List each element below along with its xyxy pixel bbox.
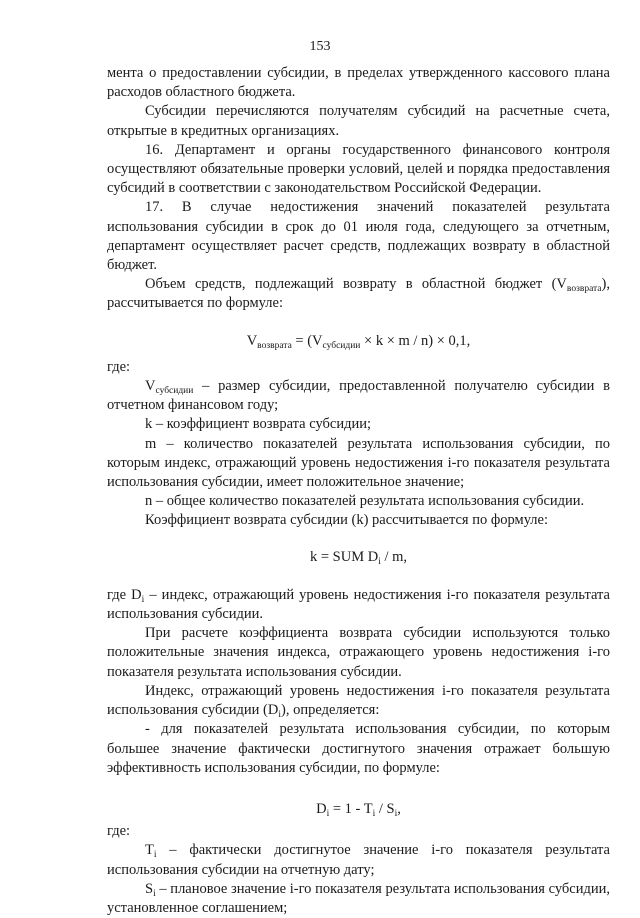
- formula-text: / S: [375, 800, 395, 817]
- subscript: i: [141, 594, 145, 605]
- formula-text: k = SUM D: [309, 548, 379, 565]
- text-run: – плановое значение i-го показателя результата использования субсидии, установленное соглашением;: [107, 880, 610, 916]
- subscript: i: [326, 808, 330, 819]
- text-run: ), рассчитывается по формуле:: [107, 276, 610, 312]
- text-run: ), определяется:: [281, 702, 380, 719]
- formula-coefficient: [107, 548, 610, 567]
- subscript: i: [278, 710, 281, 721]
- formula-text: D: [316, 800, 327, 817]
- formula-index: [107, 800, 610, 819]
- subscript: субсидии: [155, 386, 194, 397]
- text-run: Индекс, отражающий уровень недостижения i-го показателя результата использования субсидии (D: [107, 682, 610, 719]
- document-body: [107, 64, 610, 918]
- formula-text: / m,: [380, 548, 408, 565]
- subscript: i: [153, 888, 156, 899]
- formula-var: S: [145, 880, 154, 897]
- subscript: субсидии: [322, 340, 361, 351]
- text-run: Объем средств, подлежащий возврату в областной бюджет (V: [145, 276, 567, 293]
- text-run: – размер субсидии, предоставленной получателю субсидии в отчетном финансовом году;: [107, 378, 610, 414]
- where-label: где:: [107, 823, 131, 840]
- paragraph-transfer: Субсидии перечисляются получателям субсидий на расчетные счета, открытые в кредитных организациях.: [107, 103, 610, 139]
- paragraph-coefficient: Коэффициент возврата субсидии (k) рассчитывается по формуле:: [145, 512, 549, 529]
- formula-var: V: [246, 332, 258, 349]
- paragraph-indicators: - для показателей результата использования субсидии, по которым большее значение фактически достигнутого значения отражает большую эффективность использования субсидии, по формуле:: [107, 721, 610, 776]
- subscript: i: [153, 850, 157, 861]
- subscript: i: [372, 808, 376, 819]
- subscript: i: [378, 556, 381, 567]
- definition-m: m – количество показателей результата использования субсидии, по которым индекс, отражающий уровень недостижения i-го показателя результата использования субсидии, имеет положительное значение;: [107, 435, 610, 491]
- definition-k: k – коэффициент возврата субсидии;: [145, 416, 372, 433]
- paragraph-return-volume: [107, 275, 610, 313]
- formula-text: ,: [397, 800, 401, 817]
- subscript: возврата: [257, 340, 292, 351]
- paragraph-continuation: мента о предоставлении субсидии, в пределах утвержденного кассового плана расходов областного бюджета.: [107, 65, 610, 101]
- where-label: где:: [107, 358, 131, 375]
- definition-s: [107, 880, 610, 918]
- formula-return-volume: [107, 332, 610, 351]
- paragraph-17: 17. В случае недостижения значений показателей результата использования субсидии в срок до 01 июля года, следующего за отчетным, департамент осуществляет расчет средств, подлежащих возврату в областной бюджет.: [107, 199, 610, 274]
- subscript: i: [394, 808, 398, 819]
- formula-text: = 1 - T: [329, 800, 373, 817]
- definition-t: [107, 841, 610, 879]
- paragraph-positive-values: При расчете коэффициента возврата субсидии используются только положительные значения индекса, отражающего уровень недостижения i-го показателя результата использования субсидии.: [107, 625, 610, 680]
- definition-d: [107, 586, 610, 624]
- text-run: – фактически достигнутое значение i-го показателя результата использования субсидии на отчетную дату;: [107, 842, 610, 878]
- formula-text: × k × m / n) × 0,1,: [360, 332, 471, 349]
- definition-v-subsidy: [107, 377, 610, 415]
- paragraph-index: [107, 682, 610, 720]
- definition-n: n – общее количество показателей результата использования субсидии.: [145, 493, 585, 510]
- formula-text: = (V: [291, 332, 323, 349]
- formula-var: V: [145, 378, 156, 395]
- subscript: возврата: [566, 284, 602, 295]
- page-number: 153: [309, 39, 331, 54]
- text-run: где D: [107, 586, 142, 603]
- paragraph-16: 16. Департамент и органы государственного финансового контроля осуществляют обязательные проверки условий, целей и порядка предоставления субсидий в соответствии с законодательством Российской Федерации.: [107, 141, 610, 197]
- formula-var: T: [145, 842, 154, 859]
- text-run: – индекс, отражающий уровень недостижения i-го показателя результата использования субсидии.: [107, 586, 610, 623]
